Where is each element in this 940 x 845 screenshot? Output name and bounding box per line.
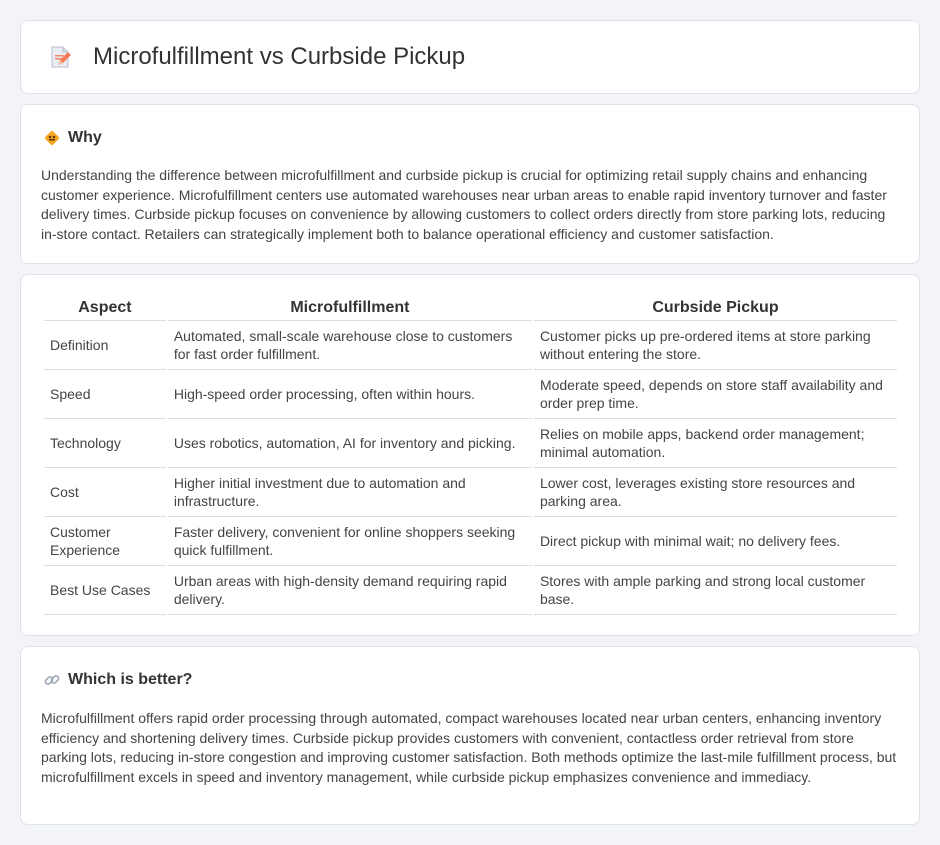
microfulfillment-cell: Automated, small-scale warehouse close to customers for fast order fulfillment. xyxy=(168,321,532,370)
curbside-cell: Relies on mobile apps, backend order management; minimal automation. xyxy=(534,419,897,468)
microfulfillment-cell: Higher initial investment due to automation and infrastructure. xyxy=(168,468,532,517)
table-header-row xyxy=(44,297,897,321)
table-row xyxy=(44,370,897,419)
aspect-cell: Customer Experience xyxy=(44,517,166,566)
aspect-cell: Technology xyxy=(44,419,166,468)
table-row xyxy=(44,419,897,468)
curbside-cell: Direct pickup with minimal wait; no delivery fees. xyxy=(534,517,897,566)
column-header: Aspect xyxy=(44,297,166,321)
which-is-better-title: Which is better? xyxy=(68,671,193,688)
curbside-cell: Stores with ample parking and strong local customer base. xyxy=(534,566,897,615)
table-row xyxy=(44,566,897,615)
microfulfillment-cell: Faster delivery, convenient for online shoppers seeking quick fulfillment. xyxy=(168,517,532,566)
microfulfillment-cell: High-speed order processing, often within hours. xyxy=(168,370,532,419)
aspect-cell: Best Use Cases xyxy=(44,566,166,615)
comparison-table-card xyxy=(20,274,920,636)
which-is-better-text: Microfulfillment offers rapid order processing through automated, compact warehouses located near urban centers, enhancing inventory efficiency and shortening delivery times. Curbside pickup provides customers with convenient, contactless order retrieval from store parking lots, reducing in-store congestion and improving customer satisfaction. Both methods optimize the last-mile fulfillment process, but microfulfillment excels in speed and inventory management, while curbside pickup emphasizes convenience and immediacy. xyxy=(41,710,897,785)
aspect-cell: Speed xyxy=(44,370,166,419)
table-row xyxy=(44,321,897,370)
aspect-cell: Definition xyxy=(44,321,166,370)
column-header: Curbside Pickup xyxy=(534,297,897,321)
why-text: Understanding the difference between microfulfillment and curbside pickup is crucial for optimizing retail supply chains and enhancing customer experience. Microfulfillment centers use automated warehouses near urban areas to enable rapid inventory turnover and faster delivery times. Curbside pickup focuses on convenience by allowing customers to collect orders directly from store parking lots, reducing in-store contact. Retailers can strategically implement both to balance operational efficiency and customer satisfaction. xyxy=(41,167,887,242)
curbside-cell: Customer picks up pre-ordered items at store parking without entering the store. xyxy=(534,321,897,370)
diamond-sign-icon xyxy=(43,129,61,147)
title-card xyxy=(20,20,920,94)
curbside-cell: Moderate speed, depends on store staff availability and order prep time. xyxy=(534,370,897,419)
which-is-better-section xyxy=(20,646,920,825)
aspect-cell: Cost xyxy=(44,468,166,517)
comparison-table xyxy=(42,297,899,615)
curbside-cell: Lower cost, leverages existing store resources and parking area. xyxy=(534,468,897,517)
microfulfillment-cell: Uses robotics, automation, AI for inventory and picking. xyxy=(168,419,532,468)
why-title: Why xyxy=(68,129,102,146)
microfulfillment-cell: Urban areas with high-density demand requiring rapid delivery. xyxy=(168,566,532,615)
why-section xyxy=(20,104,920,264)
table-row xyxy=(44,468,897,517)
document-pencil-icon xyxy=(47,44,73,70)
table-row xyxy=(44,517,897,566)
column-header: Microfulfillment xyxy=(168,297,532,321)
link-icon xyxy=(43,671,61,689)
page-title: Microfulfillment vs Curbside Pickup xyxy=(93,43,466,70)
